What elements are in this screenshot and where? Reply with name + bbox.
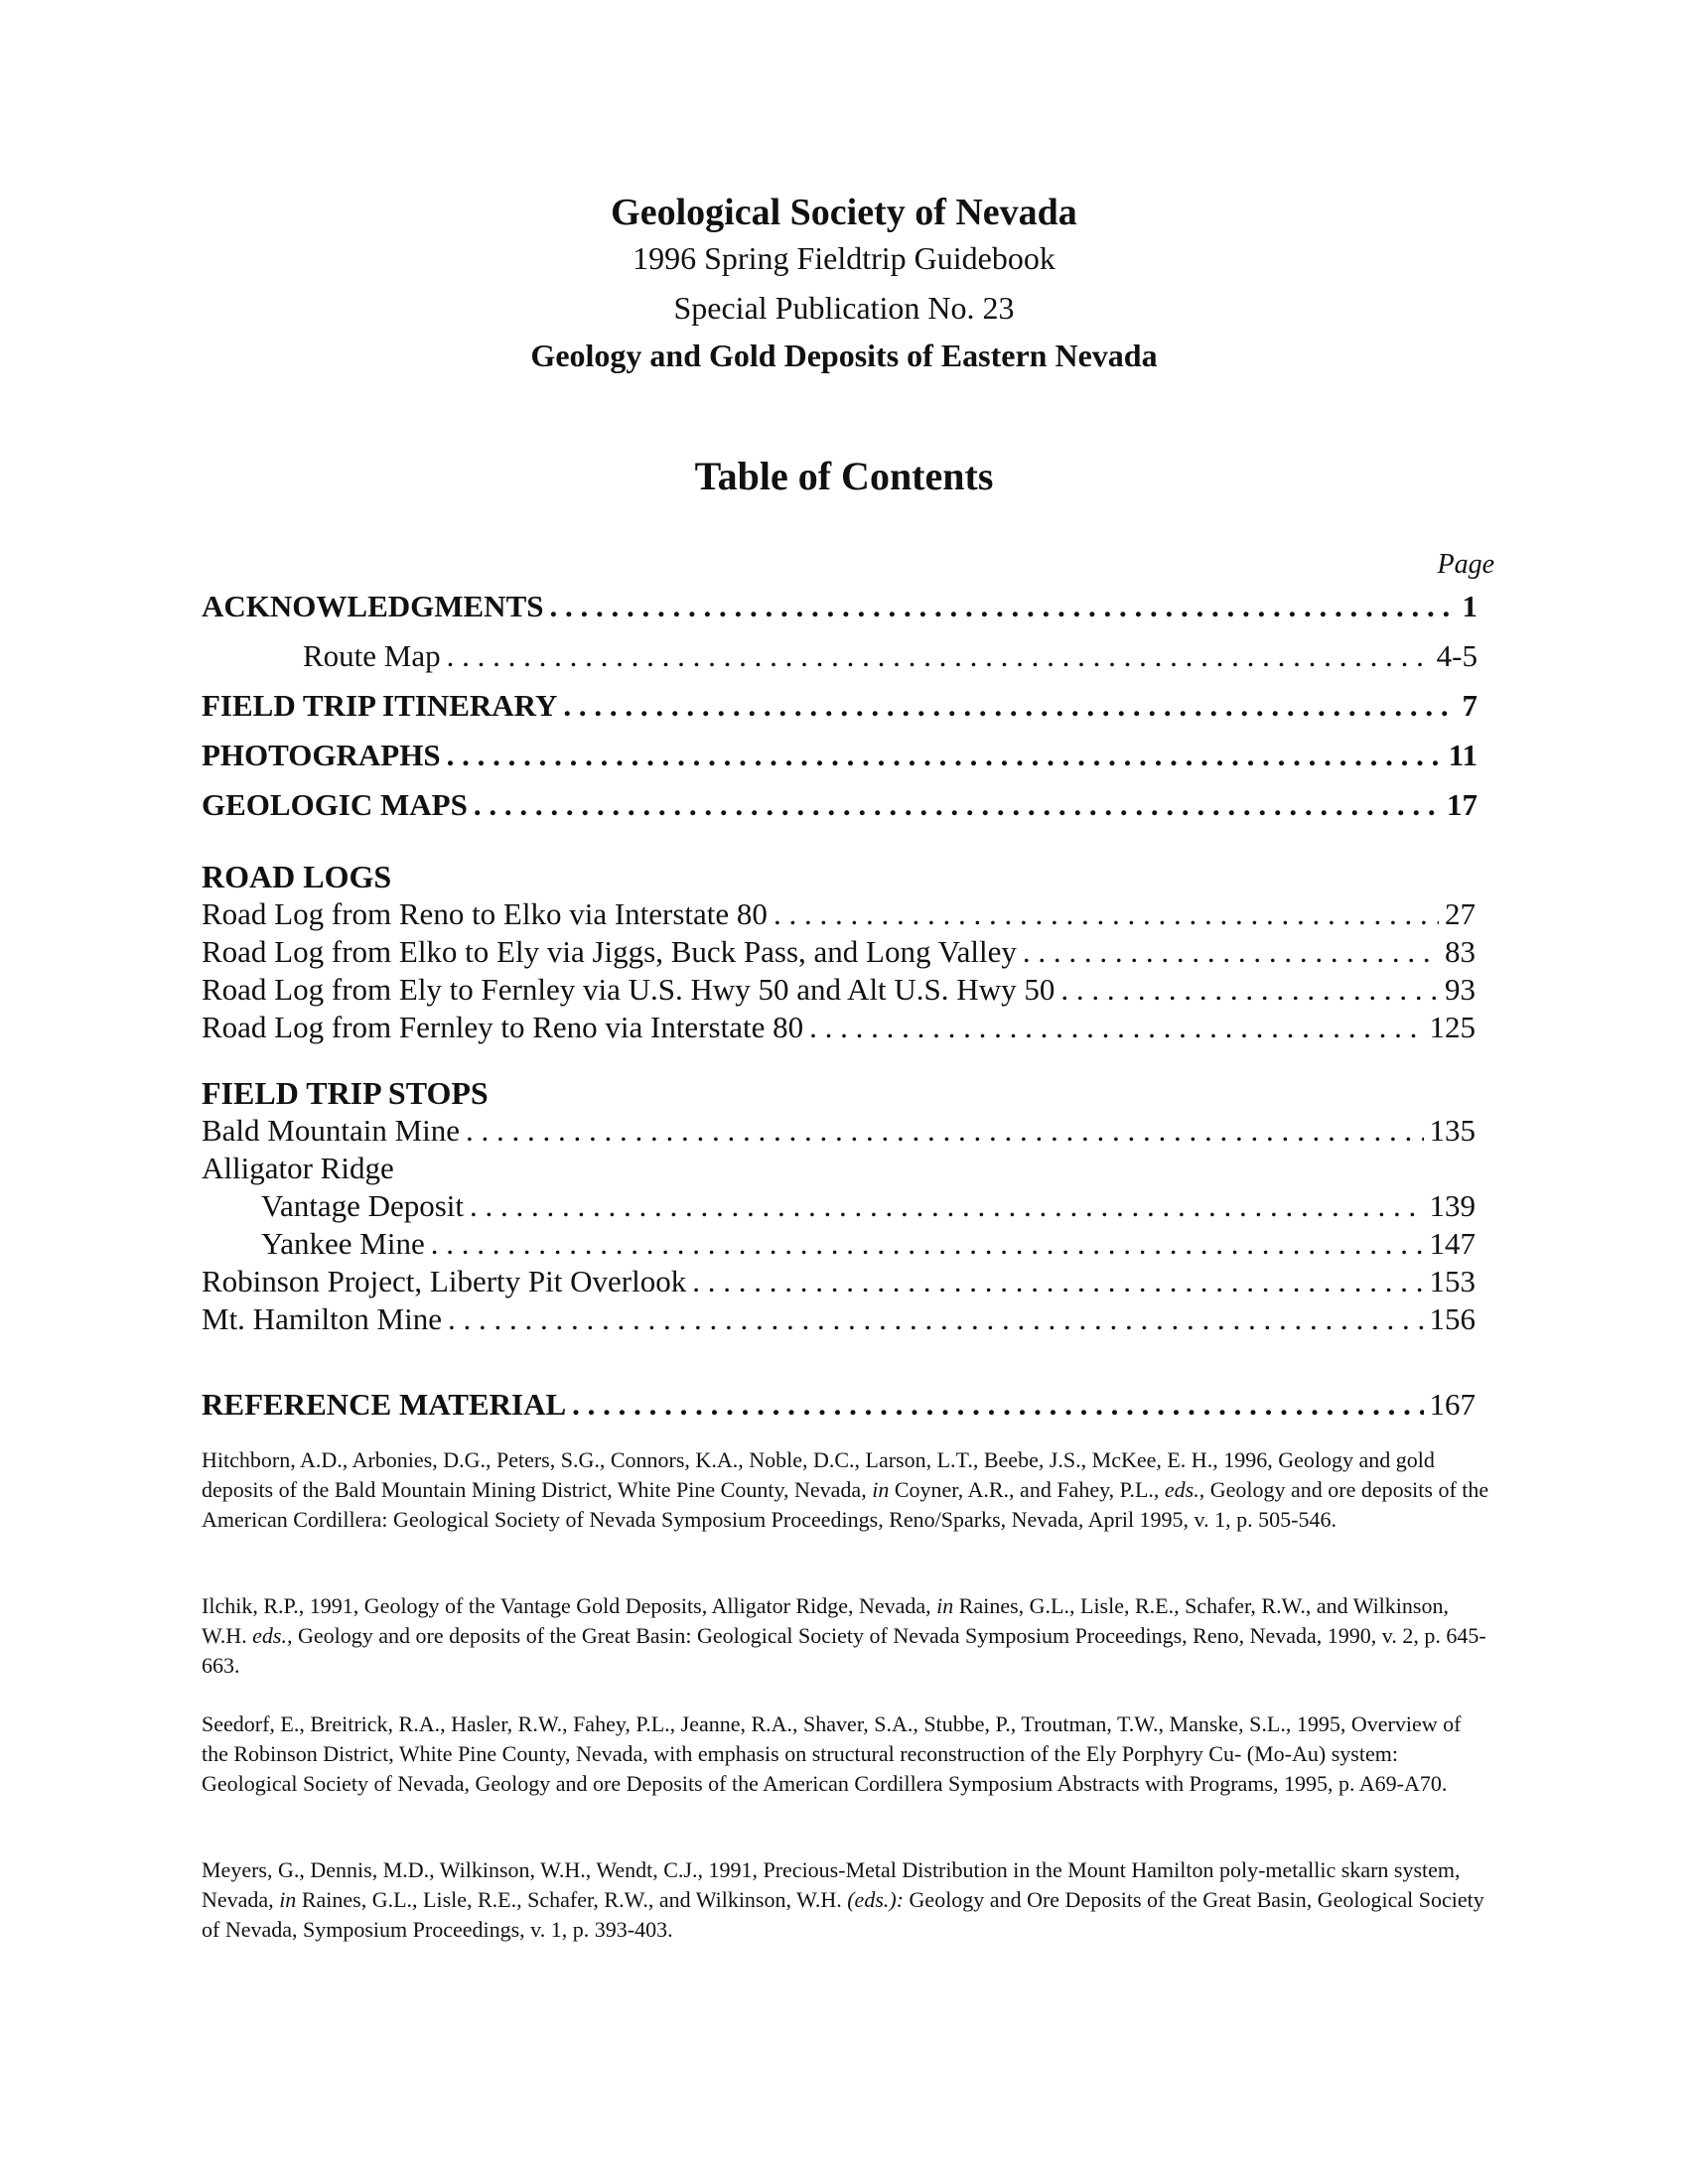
dot-leader [431, 1226, 1424, 1262]
toc-entry-label: Road Log from Fernley to Reno via Interstate 80 [202, 1010, 804, 1044]
toc-entry-label: REFERENCE MATERIAL [202, 1387, 567, 1422]
toc-entry-label: GEOLOGIC MAPS [202, 787, 468, 822]
toc-entry-label: ACKNOWLEDGMENTS [202, 589, 544, 623]
toc-entry-photographs[interactable] [202, 738, 1477, 773]
toc-entry-label: Yankee Mine [261, 1226, 425, 1261]
toc-entry-page: 93 [1445, 972, 1476, 1007]
page-column-label: Page [1437, 549, 1494, 580]
dot-leader [549, 589, 1456, 624]
toc-entry-page: 167 [1429, 1387, 1476, 1422]
toc-entry-road-log[interactable] [202, 934, 1476, 970]
dot-leader [692, 1264, 1423, 1299]
toc-entry-page: 27 [1445, 896, 1476, 931]
reference-entry: Seedorf, E., Breitrick, R.A., Hasler, R.W., Fahey, P.L., Jeanne, R.A., Shaver, S.A., Stubbe, P., Troutman, T.W., Manske, S.L., 1995, Overview of the Robinson District, White Pine County, Nevada, with emphasis on structural reconstruction of the Ely Porphyry Cu- (Mo-Au) system: Geological Society of Nevada, Geology and ore Deposits of the American Cordillera Symposium Abstracts with Programs, 1995, p. A69-A70. [202, 1711, 1462, 1796]
toc-entry-label: Road Log from Ely to Fernley via U.S. Hwy 50 and Alt U.S. Hwy 50 [202, 972, 1055, 1007]
guidebook-subtitle: 1996 Spring Fieldtrip Guidebook [633, 240, 1055, 276]
toc-entry-field-trip-itinerary[interactable] [202, 688, 1477, 724]
toc-entry-page: 156 [1429, 1301, 1476, 1336]
toc-entry-label: Road Log from Elko to Ely via Jiggs, Buck Pass, and Long Valley [202, 934, 1017, 969]
toc-entry-acknowledgments[interactable] [202, 589, 1477, 624]
toc-entry-page: 147 [1429, 1226, 1476, 1261]
toc-entry-reference-material[interactable] [202, 1387, 1476, 1423]
toc-entry-page: 4-5 [1436, 638, 1477, 673]
toc-entry-label: Route Map [303, 638, 441, 673]
dot-leader [563, 688, 1456, 724]
toc-entry-stop[interactable] [202, 1301, 1476, 1337]
toc-entry-page: 135 [1429, 1113, 1476, 1148]
toc-entry-page: 17 [1447, 787, 1477, 822]
field-trip-stops-heading: FIELD TRIP STOPS [202, 1075, 489, 1111]
toc-entry-stop[interactable] [261, 1226, 1476, 1262]
toc-heading: Table of Contents [694, 454, 994, 498]
dot-leader [1060, 972, 1439, 1008]
toc-entry-page: 153 [1429, 1264, 1476, 1298]
guidebook-title: Geology and Gold Deposits of Eastern Nevada [530, 338, 1158, 373]
toc-entry-road-log[interactable] [202, 972, 1476, 1008]
dot-leader [447, 638, 1431, 674]
toc-entry-label: Robinson Project, Liberty Pit Overlook [202, 1264, 687, 1298]
toc-entry-route-map[interactable] [303, 638, 1477, 674]
dot-leader [809, 1010, 1423, 1045]
dot-leader [448, 1301, 1424, 1337]
dot-leader [466, 1113, 1423, 1149]
toc-entry-stop[interactable] [202, 1264, 1476, 1299]
toc-entry-page: 7 [1462, 688, 1477, 723]
toc-entry-label: Road Log from Reno to Elko via Interstate 80 [202, 896, 768, 931]
toc-group-alligator-ridge: Alligator Ridge [202, 1151, 394, 1185]
toc-entry-label: FIELD TRIP ITINERARY [202, 688, 558, 723]
reference-entry: Ilchik, R.P., 1991, Geology of the Vantage Gold Deposits, Alligator Ridge, Nevada, in Raines, G.L., Lisle, R.E., Schafer, R.W., and Wilkinson, W.H. eds., Geology and ore deposits of the Great Basin: Geological Society of Nevada Symposium Proceedings, Reno, Nevada, 1990, v. 2, p. 645-663. [202, 1593, 1486, 1678]
reference-entry: Hitchborn, A.D., Arbonies, D.G., Peters, S.G., Connors, K.A., Noble, D.C., Larson, L.T., Beebe, J.S., McKee, E. H., 1996, Geology and gold deposits of the Bald Mountain Mining District, White Pine County, Nevada, in Coyner, A.R., and Fahey, P.L., eds., Geology and ore deposits of the American Cordillera: Geological Society of Nevada Symposium Proceedings, Reno/Sparks, Nevada, April 1995, v. 1, p. 505-546. [202, 1447, 1489, 1532]
dot-leader [447, 738, 1443, 773]
toc-entry-page: 83 [1445, 934, 1476, 969]
dot-leader [470, 1188, 1423, 1224]
toc-entry-road-log[interactable] [202, 1010, 1476, 1045]
dot-leader [572, 1387, 1423, 1423]
dot-leader [1023, 934, 1439, 970]
toc-entry-road-log[interactable] [202, 896, 1476, 932]
dot-leader [474, 787, 1441, 823]
toc-entry-stop[interactable] [202, 1113, 1476, 1149]
toc-entry-label: Vantage Deposit [261, 1188, 465, 1223]
organization-title: Geological Society of Nevada [611, 192, 1077, 233]
publication-number: Special Publication No. 23 [673, 290, 1015, 326]
reference-entry: Meyers, G., Dennis, M.D., Wilkinson, W.H., Wendt, C.J., 1991, Precious-Metal Distribution in the Mount Hamilton poly-metallic skarn system, Nevada, in Raines, G.L., Lisle, R.E., Schafer, R.W., and Wilkinson, W.H. (eds.): Geology and Ore Deposits of the Great Basin, Geological Society of Nevada, Symposium Proceedings, v. 1, p. 393-403. [202, 1857, 1484, 1942]
road-logs-heading: ROAD LOGS [202, 859, 392, 894]
toc-entry-page: 1 [1462, 589, 1477, 623]
toc-entry-geologic-maps[interactable] [202, 787, 1477, 823]
toc-entry-label: PHOTOGRAPHS [202, 738, 441, 772]
toc-entry-label: Mt. Hamilton Mine [202, 1301, 442, 1336]
toc-entry-page: 139 [1429, 1188, 1476, 1223]
toc-entry-label: Bald Mountain Mine [202, 1113, 461, 1148]
dot-leader [774, 896, 1439, 932]
toc-entry-page: 11 [1448, 738, 1477, 772]
toc-entry-stop[interactable] [261, 1188, 1476, 1224]
toc-entry-page: 125 [1429, 1010, 1476, 1044]
